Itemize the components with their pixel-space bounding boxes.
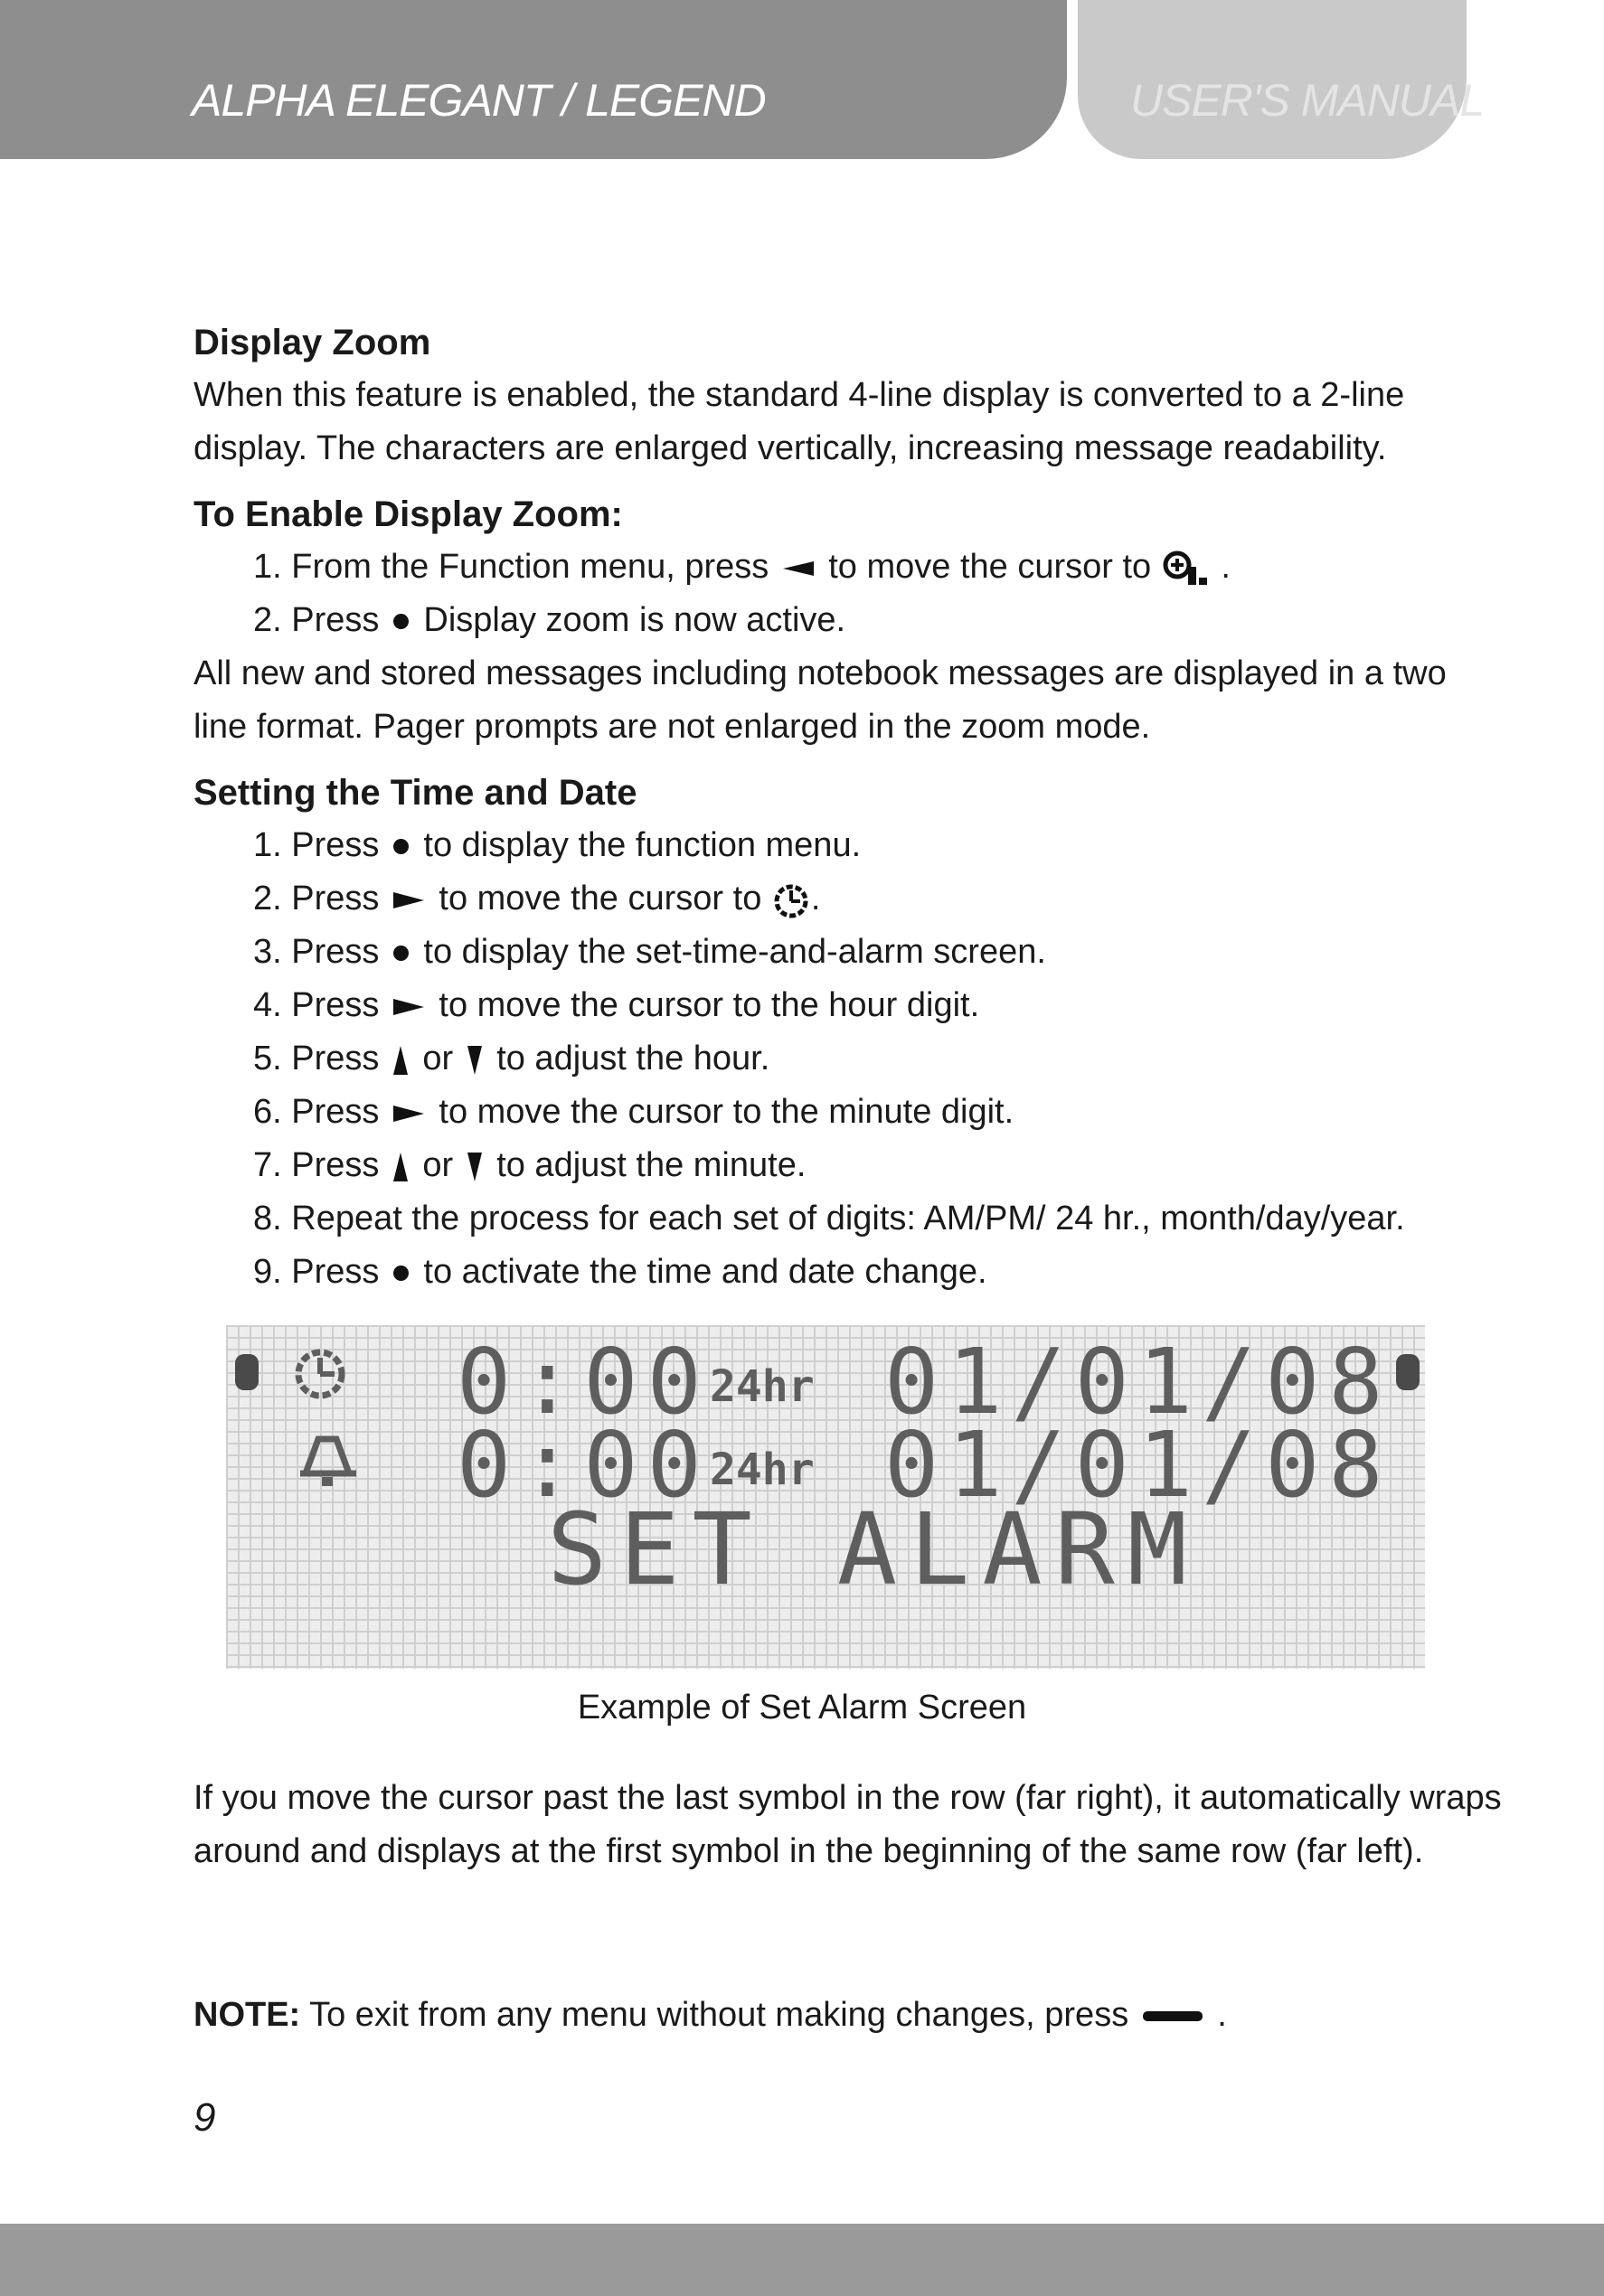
lcd-row2-mode: 24hr	[710, 1444, 815, 1495]
down-arrow-icon	[467, 1046, 482, 1075]
time-step-7-text: 7. Press	[253, 1146, 380, 1184]
time-step-3	[253, 926, 1505, 979]
lcd-clock-icon	[289, 1341, 353, 1405]
time-step-6-text-2: to move the cursor to the minute digit.	[439, 1093, 1014, 1131]
select-button-icon	[393, 1266, 409, 1281]
lcd-row1-time: 0:00	[457, 1329, 711, 1435]
set-alarm-lcd-screen	[226, 1325, 1425, 1669]
clock-icon	[771, 880, 811, 921]
time-step-4-text: 4. Press	[253, 986, 380, 1024]
lcd-row2-time: 0:00	[457, 1412, 711, 1518]
page-number: 9	[193, 2095, 216, 2140]
time-step-1-text-2: to display the function menu.	[423, 826, 862, 864]
time-date-heading: Setting the Time and Date	[193, 773, 637, 813]
time-step-2-text-2: to move the cursor to	[439, 880, 762, 917]
time-step-7-text-2: to adjust the minute.	[496, 1146, 807, 1184]
lcd-right-dot-icon	[1392, 1352, 1423, 1392]
time-step-6	[253, 1086, 1505, 1139]
zoom-icon	[1161, 547, 1212, 590]
lcd-row1-mode: 24hr	[710, 1361, 815, 1412]
zoom-step-2-text: 2. Press	[253, 601, 380, 639]
time-step-1	[253, 819, 1505, 872]
note-text: To exit from any menu without making changes, press	[309, 1996, 1129, 2034]
zoom-step-1-text: 1. From the Function menu, press	[253, 548, 769, 586]
time-step-5-text: 5. Press	[253, 1040, 380, 1077]
select-button-icon	[393, 614, 409, 629]
right-arrow-icon	[393, 892, 424, 908]
left-arrow-icon	[783, 561, 814, 576]
time-step-2-text: 2. Press	[253, 880, 380, 917]
display-zoom-description: When this feature is enabled, the standard 4-line display is converted to a 2-line display. The characters are enlarged vertically, increasing message readability.	[193, 376, 1405, 467]
zoom-step-1	[253, 541, 1505, 594]
main-content	[193, 316, 1505, 1299]
header-title: ALPHA ELEGANT / LEGEND	[192, 75, 766, 126]
time-step-8: 8. Repeat the process for each set of digits: AM/PM/ 24 hr., month/day/year.	[253, 1200, 1405, 1237]
lcd-set-alarm-label: SET ALARM	[547, 1491, 1201, 1607]
lcd-alarm-icon	[297, 1423, 365, 1488]
note-end: .	[1217, 1996, 1227, 2034]
lcd-row1-date: 01/01/08	[884, 1329, 1392, 1435]
wrap-around-section	[193, 1772, 1505, 1878]
time-step-9	[253, 1246, 1505, 1299]
time-step-7	[253, 1139, 1505, 1192]
note	[193, 1989, 1227, 2042]
time-step-4-text-2: to move the cursor to the hour digit.	[439, 986, 980, 1024]
zoom-step-1-end: .	[1221, 548, 1231, 586]
select-button-icon	[393, 839, 409, 854]
lcd-left-dot-icon	[231, 1352, 262, 1392]
note-label: NOTE:	[193, 1996, 301, 2034]
time-step-9-text-2: to activate the time and date change.	[423, 1253, 987, 1291]
time-step-5-text-2: to adjust the hour.	[496, 1040, 770, 1077]
zoom-step-1-text-2: to move the cursor to	[828, 548, 1152, 586]
enable-zoom-heading: To Enable Display Zoom:	[193, 494, 623, 534]
right-arrow-icon	[393, 1106, 424, 1122]
time-step-9-text: 9. Press	[253, 1253, 380, 1291]
time-step-3-text-2: to display the set-time-and-alarm screen.	[423, 933, 1046, 971]
display-zoom-heading: Display Zoom	[193, 323, 431, 362]
time-step-5	[253, 1032, 1505, 1086]
time-step-2	[253, 872, 1505, 926]
time-step-5-or: or	[422, 1040, 454, 1077]
select-button-icon	[393, 946, 409, 961]
header-tab-label: USER'S MANUAL	[1130, 75, 1485, 126]
back-button-icon	[1143, 2011, 1203, 2021]
down-arrow-icon	[467, 1153, 482, 1181]
time-step-4	[253, 979, 1505, 1032]
zoom-step-2	[253, 594, 1505, 647]
lcd-row2-date: 01/01/08	[884, 1412, 1392, 1518]
up-arrow-icon	[393, 1153, 408, 1181]
time-step-7-or: or	[422, 1146, 454, 1184]
zoom-after-text: All new and stored messages including notebook messages are displayed in a two line format. Pager prompts are not enlarged in the zoom mode.	[193, 654, 1447, 746]
time-step-6-text: 6. Press	[253, 1093, 380, 1131]
time-step-3-text: 3. Press	[253, 933, 380, 971]
time-step-2-end: .	[810, 880, 821, 917]
lcd-caption: Example of Set Alarm Screen	[577, 1689, 1027, 1727]
time-step-1-text: 1. Press	[253, 826, 380, 864]
zoom-step-2-text-2: Display zoom is now active.	[423, 601, 846, 639]
up-arrow-icon	[393, 1046, 408, 1075]
right-arrow-icon	[393, 999, 424, 1015]
wrap-around-text: If you move the cursor past the last symbol in the row (far right), it automatically wraps around and displays at the first symbol in the beginning of the same row (far left).	[193, 1779, 1502, 1870]
footer-band	[0, 2224, 1604, 2296]
